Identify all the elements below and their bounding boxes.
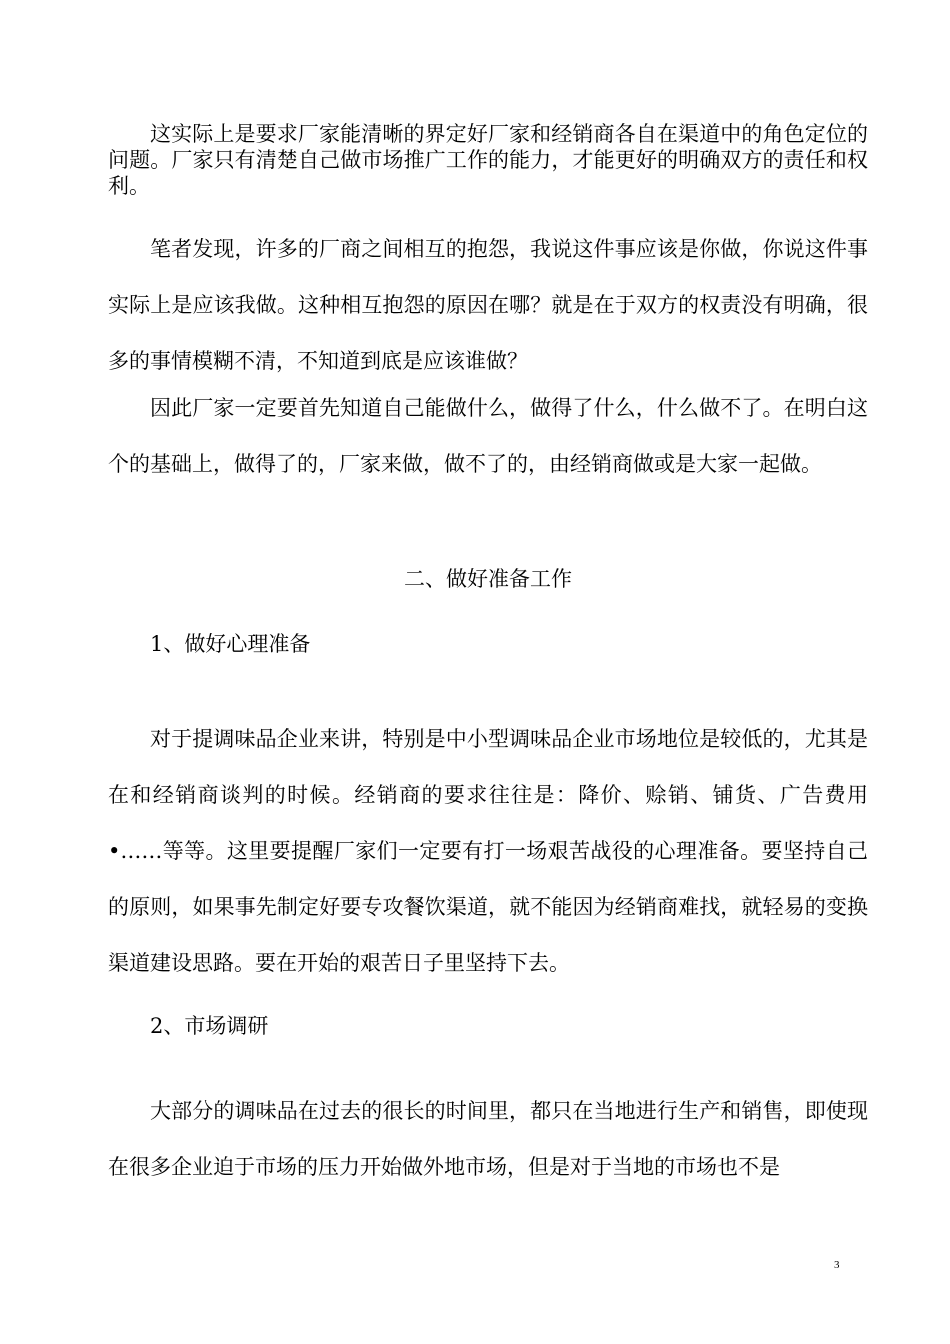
body-paragraph-complaints: 笔者发现，许多的厂商之间相互的抱怨，我说这件事应该是你做，你说这件事实际上是应该我做。这种相互抱怨的原因在哪？就是在于双方的权责没有明确，很多的事情模糊不清，不知道到底是应该谁做？ [108, 237, 868, 373]
body-paragraph-psychological-prep: 对于提调味品企业来讲，特别是中小型调味品企业市场地位是较低的，尤其是在和经销商谈判的时候。经销商的要求往往是：降价、赊销、铺货、广告费用•……等等。这里要提醒厂家们一定要有打一场艰苦战役的心理准备。要坚持自己的原则，如果事先制定好要专攻餐饮渠道，就不能因为经销商难找，就轻易的变换渠道建设思路。要在开始的艰苦日子里坚持下去。 [108, 727, 868, 975]
subsection-heading-psychological-prep: 1、做好心理准备 [150, 632, 311, 656]
section-heading: 二、做好准备工作 [404, 567, 572, 591]
body-paragraph-market-research: 大部分的调味品在过去的很长的时间里，都只在当地进行生产和销售，即使现在很多企业迫于市场的压力开始做外地市场，但是对于当地的市场也不是 [108, 1099, 868, 1179]
body-paragraph-role-definition: 这实际上是要求厂家能清晰的界定好厂家和经销商各自在渠道中的角色定位的问题。厂家只有清楚自己做市场推广工作的能力，才能更好的明确双方的责任和权利。 [108, 122, 868, 198]
body-paragraph-capabilities: 因此厂家一定要首先知道自己能做什么，做得了什么，什么做不了。在明白这个的基础上，做得了的，厂家来做，做不了的，由经销商做或是大家一起做。 [108, 396, 868, 476]
subsection-heading-market-research: 2、市场调研 [150, 1014, 269, 1038]
page-number: 3 [834, 1259, 840, 1271]
